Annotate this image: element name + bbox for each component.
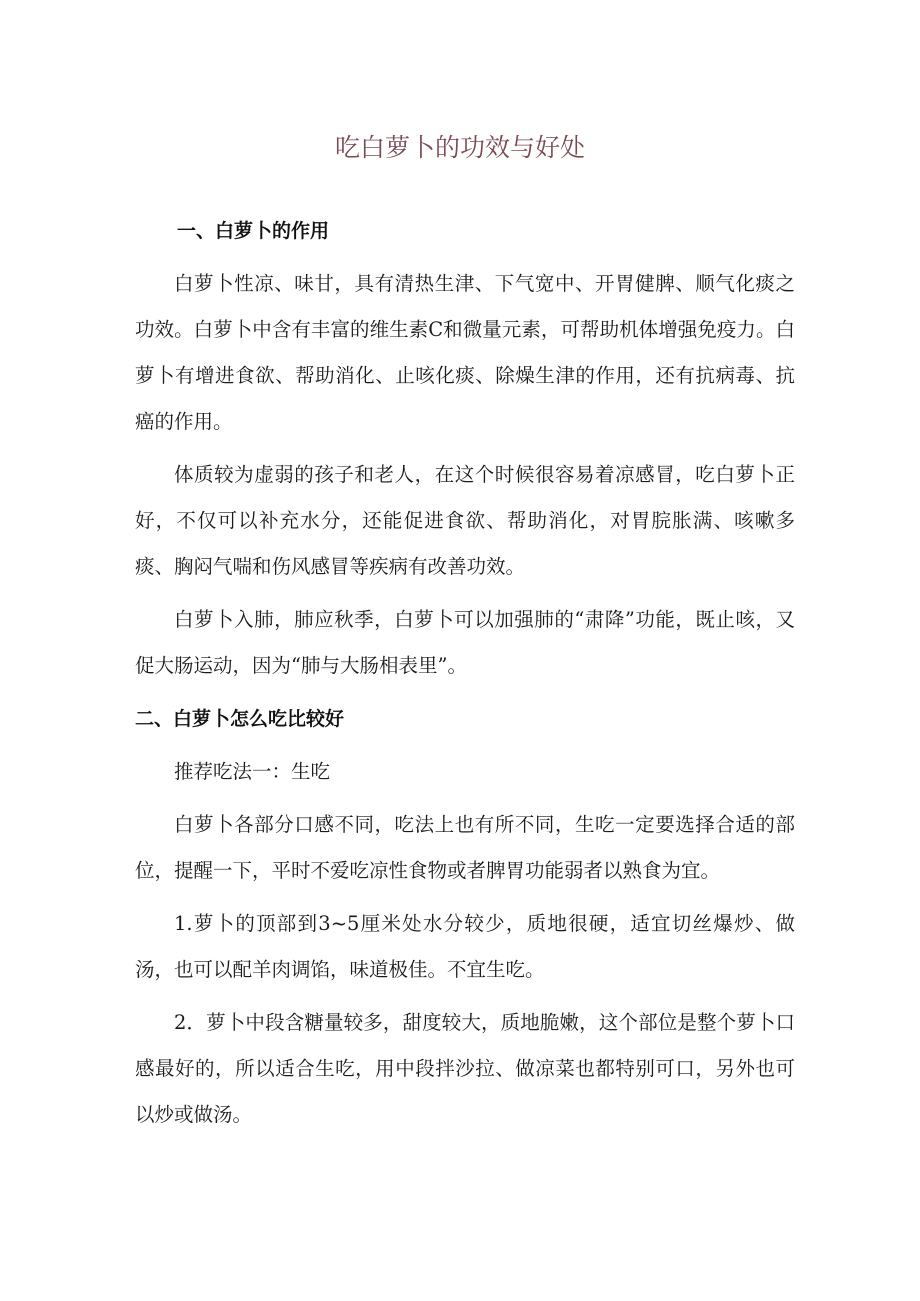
document-title: 吃白萝卜的功效与好处 bbox=[334, 133, 585, 162]
paragraph: 白萝卜性凉、味甘，具有清热生津、下气宽中、开胃健脾、顺气化痰之功效。白萝卜中含有丰富的维生素C和微量元素，可帮助机体增强免疫力。白萝卜有增进食欲、帮助消化、止咳化痰、除燥生津的作用，还有抗病毒、抗癌的作用。 bbox=[135, 272, 795, 433]
document-body bbox=[135, 208, 795, 1145]
section-heading-effects: 一、白萝卜的作用 bbox=[177, 220, 330, 242]
paragraph: 白萝卜入肺，肺应秋季，白萝卜可以加强肺的“肃降”功能，既止咳，又促大肠运动，因为“肺与大肠相表里”。 bbox=[135, 608, 795, 677]
paragraph: 2．萝卜中段含糖量较多，甜度较大，质地脆嫩，这个部位是整个萝卜口感最好的，所以适合生吃，用中段拌沙拉、做凉菜也都特别可口，另外也可以炒或做汤。 bbox=[135, 1011, 795, 1126]
paragraph: 1.萝卜的顶部到3~5厘米处水分较少，质地很硬，适宜切丝爆炒、做汤，也可以配羊肉调馅，味道极佳。不宜生吃。 bbox=[135, 912, 795, 981]
section-heading-how-to-eat: 二、白萝卜怎么吃比较好 bbox=[135, 708, 345, 730]
paragraph: 白萝卜各部分口感不同，吃法上也有所不同，生吃一定要选择合适的部位，提醒一下，平时不爱吃凉性食物或者脾胃功能弱者以熟食为宜。 bbox=[135, 813, 795, 882]
paragraph: 体质较为虚弱的孩子和老人，在这个时候很容易着凉感冒，吃白萝卜正好，不仅可以补充水分，还能促进食欲、帮助消化，对胃脘胀满、咳嗽多痰、胸闷气喘和伤风感冒等疾病有改善功效。 bbox=[135, 463, 795, 578]
paragraph: 推荐吃法一：生吃 bbox=[174, 760, 331, 783]
